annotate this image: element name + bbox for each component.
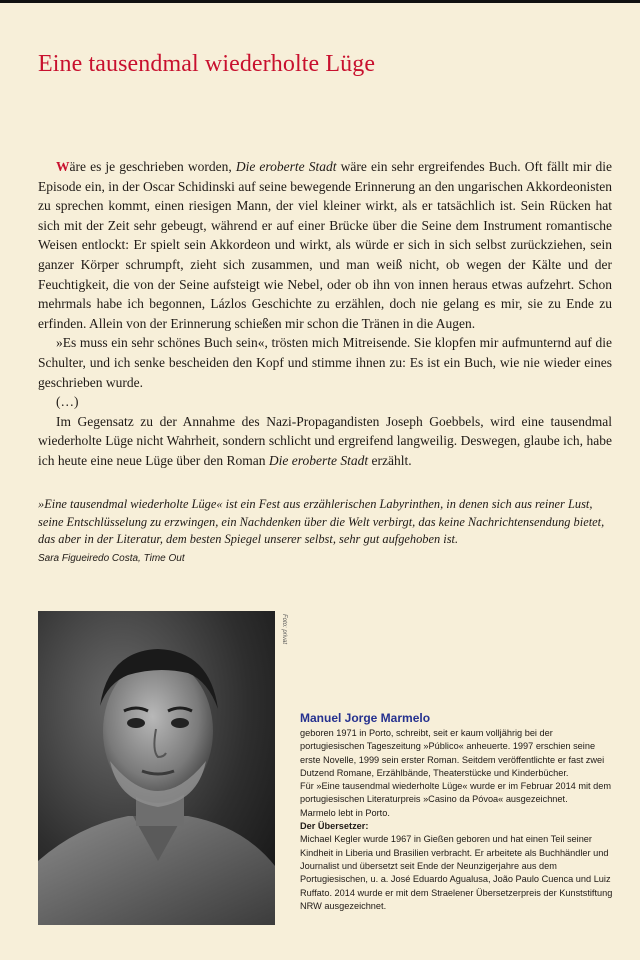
author-bio-text: geboren 1971 in Porto, schreibt, seit er kaum volljährig bei der portugiesischen Tageszeitung »Público« anheuerte. 1997 erschien seine erste Novelle, 1999 sein erster Roman. Seitdem veröffentlichte er fast zwei Dutzend Romane, Erzählbände, Theaterstücke und Kinderbücher. bbox=[300, 728, 605, 778]
excerpt-paragraph-3: Im Gegensatz zu der Annahme des Nazi-Propagandisten Joseph Goebbels, wird eine tausendmal wiederholte Lüge nicht Wahrheit, sondern schlicht und ergreifend langweilig. Deswegen, glaube ich, habe ich heute eine neue Lüge über den Roman Die eroberte Stadt erzählt. bbox=[38, 413, 612, 468]
book-title-ref: Die eroberte Stadt bbox=[235, 159, 337, 174]
author-location: Marmelo lebt in Porto. bbox=[300, 807, 390, 818]
excerpt-paragraph-2: »Es muss ein sehr schönes Buch sein«, trösten mich Mitreisende. Sie klopfen mir aufmunternd auf die Schulter, und ich senke bescheiden den Kopf und stimme ihnen zu: Es ist ein Buch, wie nie wieder eines geschrieben wurde. bbox=[38, 335, 612, 390]
press-quote bbox=[38, 496, 610, 565]
translator-bio: Michael Kegler wurde 1967 in Gießen geboren und hat einen Teil seiner Kindheit in Liberia und Brasilien verbracht. Er arbeitete als Buchhändler und Journalist und übersetzt seit Ende der Neunzigerjahre aus dem Portugiesischen, u. a. José Eduardo Agualusa, João Paulo Cuenca und Luiz Ruffato. 2014 wurde er mit dem Straelener Übersetzerpreis der Kunststiftung NRW ausgezeichnet. bbox=[300, 834, 613, 911]
translator-heading: Der Übersetzer: bbox=[300, 821, 369, 832]
author-name: Manuel Jorge Marmelo bbox=[300, 711, 431, 725]
page-title: Eine tausendmal wiederholte Lüge bbox=[38, 51, 376, 77]
quote-source: Sara Figueiredo Costa, Time Out bbox=[38, 552, 185, 564]
photo-credit: Foto: privat bbox=[281, 614, 287, 645]
author-photo bbox=[38, 611, 275, 925]
author-prize: Für »Eine tausendmal wiederholte Lüge« wurde er im Februar 2014 mit dem portugiesischen Literaturpreis »Casino da Póvoa« ausgezeichnet. bbox=[300, 781, 612, 805]
book-title-ref: Die eroberte Stadt bbox=[268, 452, 369, 468]
top-rule bbox=[0, 0, 640, 3]
author-bio bbox=[300, 711, 618, 913]
excerpt-paragraph-1: Wäre es je geschrieben worden, Die eroberte Stadt wäre ein sehr ergreifendes Buch. Oft fällt mir die Episode ein, in der Oscar Schidinski auf seine bewegende Erinnerung an den ungarischen Akkordeonisten zu sprechen kommt, einen riesigen Mann, der viel kleiner wirkt, als er tatsächlich ist. Sein Rücken hat sich mit der Zeit sehr gebeugt, während er auf einer Brücke über die Seine dem Instrument romantische Weisen entlockt: Er spielt sein Akkordeon und wirkt, als würde er sich in sich selbst zurückziehen, sein ganzer Körper schrumpft, zieht sich zusammen, und man weiß nicht, ob wegen der Kälte und der Feuchtigkeit, die von der Seine aufsteigt wie Nebel, oder ob ihn von innen heraus etwas aufzehrt. Schon mehrmals habe ich begonnen, Lázlos Geschichte zu erzählen, doch nie gelang es mir, sie zu Ende zu erfinden. Allein von der Erinnerung schießen mir schon die Tränen in die Augen. bbox=[38, 159, 612, 331]
excerpt-ellipsis: (…) bbox=[56, 394, 79, 410]
book-excerpt bbox=[38, 157, 612, 471]
author-portrait-icon bbox=[38, 611, 275, 925]
quote-text: »Eine tausendmal wiederholte Lüge« ist ein Fest aus erzählerischen Labyrinthen, in denen sich aus reiner Lust, seine Entschlüsselung zu erzwingen, ein Nachdenken über die Welt verbirgt, das keine Nachrichtensendung bietet, das aber in der Literatur, dem besten Spiegel unserer selbst, sehr gut aufgehoben ist. bbox=[38, 497, 605, 547]
drop-cap: W bbox=[56, 159, 70, 174]
